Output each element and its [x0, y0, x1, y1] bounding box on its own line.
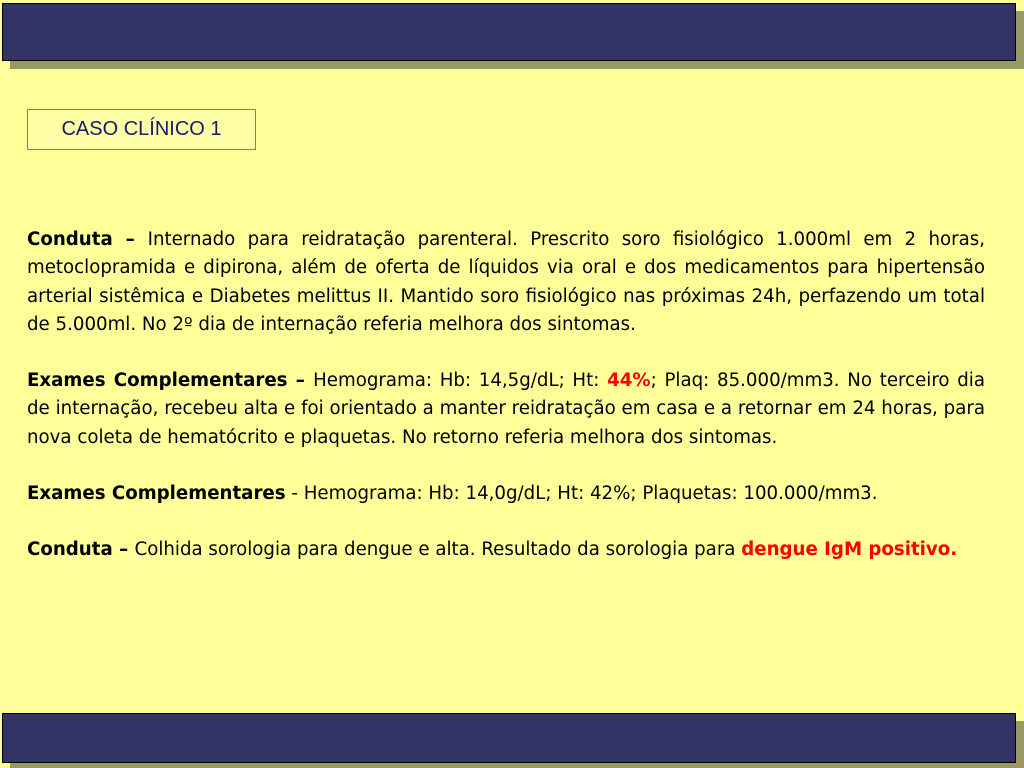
paragraph-exames-1 [27, 367, 985, 452]
paragraph-exames-2 [27, 480, 985, 508]
header-bar [2, 3, 1016, 61]
paragraph-conduta-1 [27, 226, 985, 339]
paragraph-text: Internado para reidratação parenteral. Prescrito soro fisiológico 1.000ml em 2 horas, metoclopramida e dipirona, além de oferta de líquidos via oral e dos medicamentos para hipertensão arterial sistêmica e Diabetes melittus II. Mantido soro fisiológico nas próximas 24h, perfazendo um total de 5.000ml. No 2º dia de internação referia melhora dos sintomas. [27, 229, 985, 335]
paragraph-label: Conduta [27, 539, 113, 561]
paragraph-label: Exames Complementares [27, 483, 286, 505]
highlight-hematocrit: 44% [607, 370, 651, 392]
paragraph-label: Exames Complementares [27, 370, 288, 392]
paragraph-separator: – [112, 539, 135, 561]
paragraph-text: Hemograma: Hb: 14,5g/dL; Ht: [313, 370, 608, 392]
paragraph-text: Colhida sorologia para dengue e alta. Resultado da sorologia para [134, 539, 742, 561]
paragraph-separator: – [287, 370, 314, 392]
paragraph-conduta-2 [27, 536, 985, 564]
paragraph-text: Hemograma: Hb: 14,0g/dL; Ht: 42%; Plaquetas: 100.000/mm3. [303, 483, 878, 505]
paragraph-separator: – [112, 229, 148, 250]
paragraph-label: Conduta [27, 229, 113, 250]
highlight-dengue-result: dengue IgM positivo. [741, 539, 958, 561]
content-body [27, 226, 985, 593]
paragraph-separator: - [285, 483, 304, 505]
title-box [27, 109, 256, 150]
paragraph-text-continued: ; Plaq: 85.000/mm3. No terceiro dia de internação, recebeu alta e foi orientado a manter reidratação em casa e a retornar em 24 horas, para nova coleta de hematócrito e plaquetas. No retorno referia melhora dos sintomas. [27, 370, 985, 448]
footer-bar [2, 713, 1016, 763]
slide-title: CASO CLÍNICO 1 [61, 118, 222, 140]
